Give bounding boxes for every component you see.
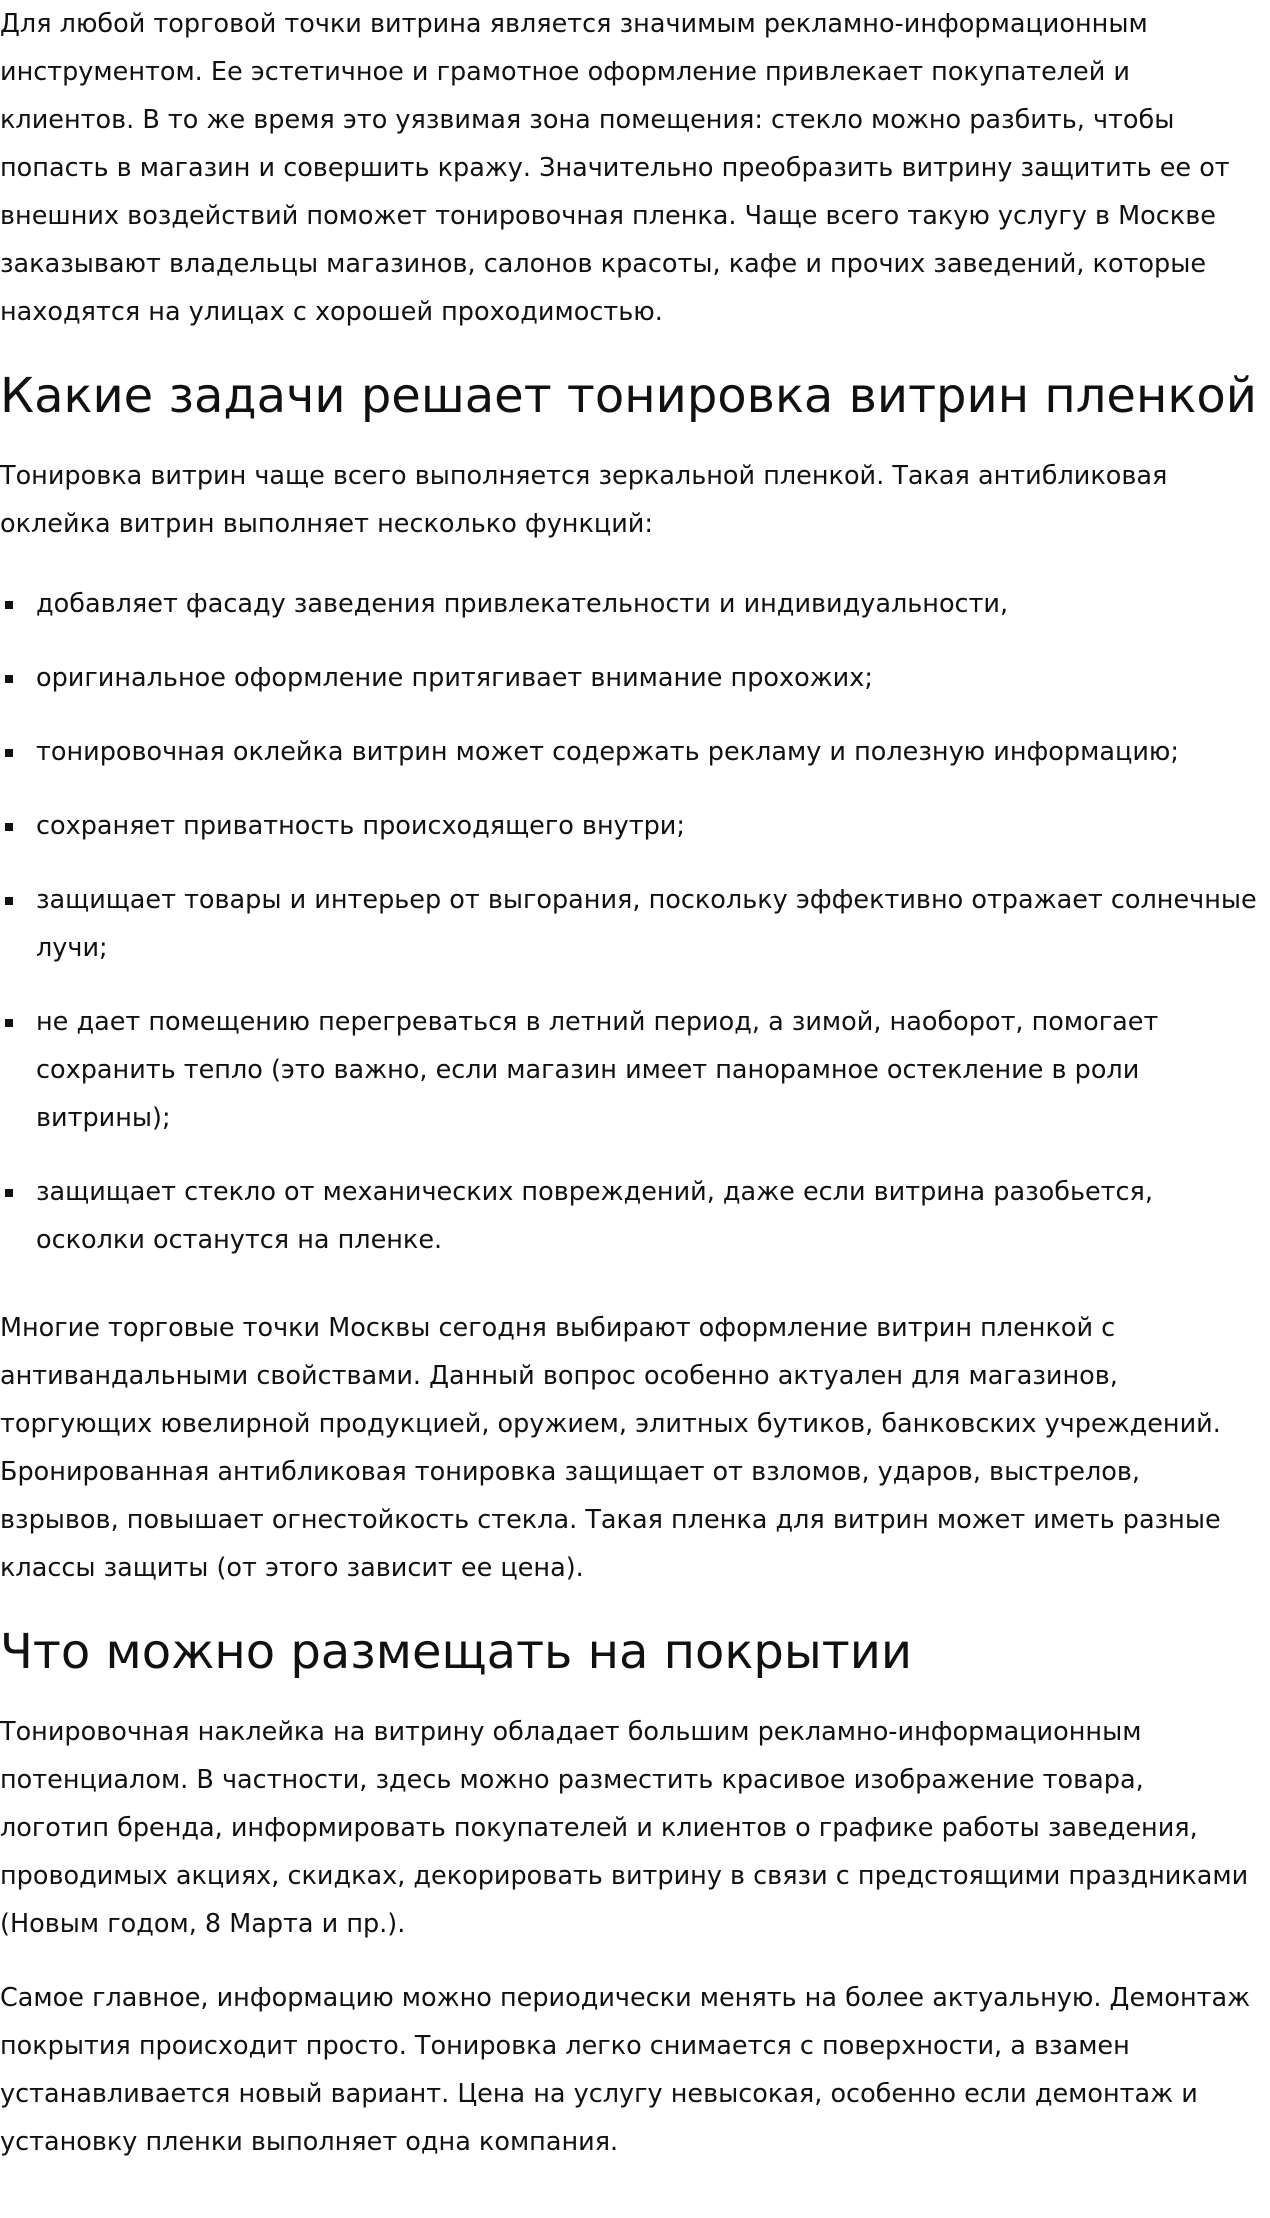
- feature-list: [0, 580, 1260, 1264]
- square-bullet-icon: [5, 749, 13, 757]
- list-item: [0, 998, 1260, 1142]
- list-item-text: сохраняет приватность происходящего внутри;: [36, 811, 685, 841]
- intro-paragraph: Для любой торговой точки витрина является значимым рекламно-информационным инструментом. Ее эстетичное и грамотное оформление привлекает покупателей и клиентов. В то же время это уязвимая зона помещения: стекло можно разбить, чтобы попасть в магазин и совершить кражу. Значительно преобразить витрину защитить ее от внешних воздействий поможет тонировочная пленка. Чаще всего такую услугу в Москве заказывают владельцы магазинов, салонов красоты, кафе и прочих заведений, которые находятся на улицах с хорошей проходимостью.: [0, 9, 1230, 327]
- section-heading-coating: Что можно размещать на покрытии: [0, 1624, 913, 1680]
- square-bullet-icon: [5, 823, 13, 831]
- list-item-text: защищает стекло от механических повреждений, даже если витрина разобьется, осколки останутся на пленке.: [36, 1177, 1153, 1255]
- list-item: [0, 580, 1260, 628]
- square-bullet-icon: [5, 601, 13, 609]
- list-item-text: тонировочная оклейка витрин может содержать рекламу и полезную информацию;: [36, 737, 1179, 767]
- list-item: [0, 802, 1260, 850]
- list-item-text: добавляет фасаду заведения привлекательности и индивидуальности,: [36, 589, 1009, 619]
- list-item: [0, 654, 1260, 702]
- section-coating-paragraph-2: Самое главное, информацию можно периодически менять на более актуальную. Демонтаж покрытия происходит просто. Тонировка легко снимается с поверхности, а взамен устанавливается новый вариант. Цена на услугу невысокая, особенно если демонтаж и установку пленки выполняет одна компания.: [0, 1983, 1251, 2157]
- list-item: [0, 1168, 1260, 1264]
- list-item-text: защищает товары и интерьер от выгорания, поскольку эффективно отражает солнечные лучи;: [36, 885, 1257, 963]
- square-bullet-icon: [5, 1019, 13, 1027]
- list-item: [0, 728, 1260, 776]
- square-bullet-icon: [5, 897, 13, 905]
- section-tasks-lead: Тонировка витрин чаще всего выполняется зеркальной пленкой. Такая антибликовая оклейка витрин выполняет несколько функций:: [0, 461, 1168, 539]
- list-item-text: не дает помещению перегреваться в летний период, а зимой, наоборот, помогает сохранить тепло (это важно, если магазин имеет панорамное остекление в роли витрины);: [36, 1007, 1159, 1133]
- section-heading-tasks: Какие задачи решает тонировка витрин пленкой: [0, 368, 1257, 424]
- list-item-text: оригинальное оформление притягивает внимание прохожих;: [36, 663, 873, 693]
- square-bullet-icon: [5, 1189, 13, 1197]
- section-coating-paragraph-1: Тонировочная наклейка на витрину обладает большим рекламно-информационным потенциалом. В частности, здесь можно разместить красивое изображение товара, логотип бренда, информировать покупателей и клиентов о графике работы заведения, проводимых акциях, скидках, декорировать витрину в связи с предстоящими праздниками (Новым годом, 8 Марта и пр.).: [0, 1717, 1249, 1939]
- square-bullet-icon: [5, 675, 13, 683]
- list-item: [0, 876, 1260, 972]
- section-tasks-closing: Многие торговые точки Москвы сегодня выбирают оформление витрин пленкой с антивандальными свойствами. Данный вопрос особенно актуален для магазинов, торгующих ювелирной продукцией, оружием, элитных бутиков, банковских учреждений. Бронированная антибликовая тонировка защищает от взломов, ударов, выстрелов, взрывов, повышает огнестойкость стекла. Такая пленка для витрин может иметь разные классы защиты (от этого зависит ее цена).: [0, 1313, 1221, 1583]
